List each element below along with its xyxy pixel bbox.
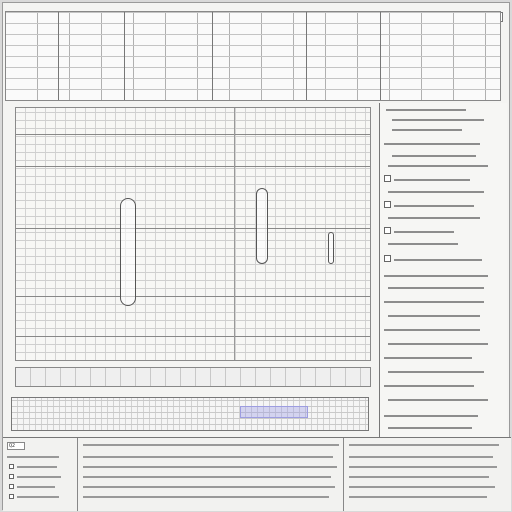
overview-timeline[interactable] <box>11 397 369 431</box>
plot-band-line <box>16 166 370 167</box>
application-window <box>2 2 510 510</box>
side-panel-row[interactable] <box>384 357 472 359</box>
side-panel-checkbox[interactable] <box>384 255 391 262</box>
side-panel-row[interactable] <box>394 259 482 261</box>
bottom-checkbox[interactable] <box>9 484 14 489</box>
signal-trace-marker[interactable] <box>328 232 334 264</box>
bottom-field[interactable] <box>349 444 499 446</box>
bottom-field[interactable] <box>17 496 59 498</box>
side-panel-row[interactable] <box>384 301 484 303</box>
bottom-field[interactable] <box>83 466 337 468</box>
side-panel-row[interactable] <box>388 217 480 219</box>
bottom-field[interactable] <box>349 496 487 498</box>
timeline-selection[interactable] <box>240 406 308 418</box>
parameter-grid[interactable] <box>5 11 501 101</box>
side-panel-row[interactable] <box>392 119 484 121</box>
bottom-field[interactable] <box>83 486 335 488</box>
main-plot-area[interactable] <box>15 107 371 361</box>
side-panel-row[interactable] <box>394 231 454 233</box>
bottom-field[interactable] <box>7 456 59 458</box>
side-panel-row[interactable] <box>388 399 488 401</box>
plot-status-strip <box>15 367 371 387</box>
bottom-field[interactable] <box>349 456 493 458</box>
signal-trace-marker[interactable] <box>120 198 136 306</box>
bottom-field[interactable] <box>83 496 329 498</box>
bottom-field[interactable] <box>17 476 61 478</box>
bottom-checkbox[interactable] <box>9 494 14 499</box>
side-panel-row[interactable] <box>394 205 474 207</box>
plot-divider <box>234 108 235 360</box>
bottom-field[interactable] <box>17 486 55 488</box>
bottom-checkbox[interactable] <box>9 464 14 469</box>
side-panel-row[interactable] <box>384 329 480 331</box>
bottom-field[interactable] <box>349 476 489 478</box>
bottom-checkbox[interactable] <box>9 474 14 479</box>
grid-divider <box>212 12 213 100</box>
side-panel-row[interactable] <box>388 371 484 373</box>
side-panel-row[interactable] <box>386 109 466 111</box>
side-panel-row[interactable] <box>388 427 472 429</box>
bottom-field[interactable] <box>349 486 495 488</box>
side-panel-row[interactable] <box>384 275 488 277</box>
side-panel-checkbox[interactable] <box>384 201 391 208</box>
side-panel-checkbox[interactable] <box>384 175 391 182</box>
plot-band-line <box>16 296 370 297</box>
side-panel-row[interactable] <box>392 155 476 157</box>
bottom-divider <box>77 438 78 511</box>
plot-band-line <box>16 336 370 337</box>
side-panel-row[interactable] <box>388 315 480 317</box>
grid-divider <box>380 12 381 100</box>
side-panel-row[interactable] <box>388 287 484 289</box>
side-panel-row[interactable] <box>388 165 488 167</box>
side-panel-row[interactable] <box>388 191 484 193</box>
bottom-field[interactable] <box>17 466 57 468</box>
grid-divider <box>124 12 125 100</box>
side-panel-row[interactable] <box>384 415 478 417</box>
grid-divider <box>306 12 307 100</box>
bottom-settings-bar[interactable] <box>3 437 511 511</box>
plot-band-line <box>16 134 370 135</box>
bottom-field[interactable] <box>349 466 497 468</box>
side-panel-row[interactable] <box>392 129 462 131</box>
grid-divider <box>58 12 59 100</box>
side-panel-row[interactable] <box>384 143 480 145</box>
side-panel-row[interactable] <box>384 385 474 387</box>
bottom-divider <box>343 438 344 511</box>
side-panel-checkbox[interactable] <box>384 227 391 234</box>
bottom-field[interactable] <box>83 456 333 458</box>
side-panel-row[interactable] <box>388 243 458 245</box>
side-panel-row[interactable] <box>388 343 488 345</box>
side-panel-row[interactable] <box>394 179 470 181</box>
signal-trace-marker[interactable] <box>256 188 268 264</box>
bottom-field[interactable] <box>83 476 331 478</box>
side-panel[interactable] <box>379 103 507 437</box>
plot-band-line <box>16 228 370 229</box>
bottom-panel-label: Q2 <box>7 442 25 450</box>
bottom-field[interactable] <box>83 444 339 446</box>
